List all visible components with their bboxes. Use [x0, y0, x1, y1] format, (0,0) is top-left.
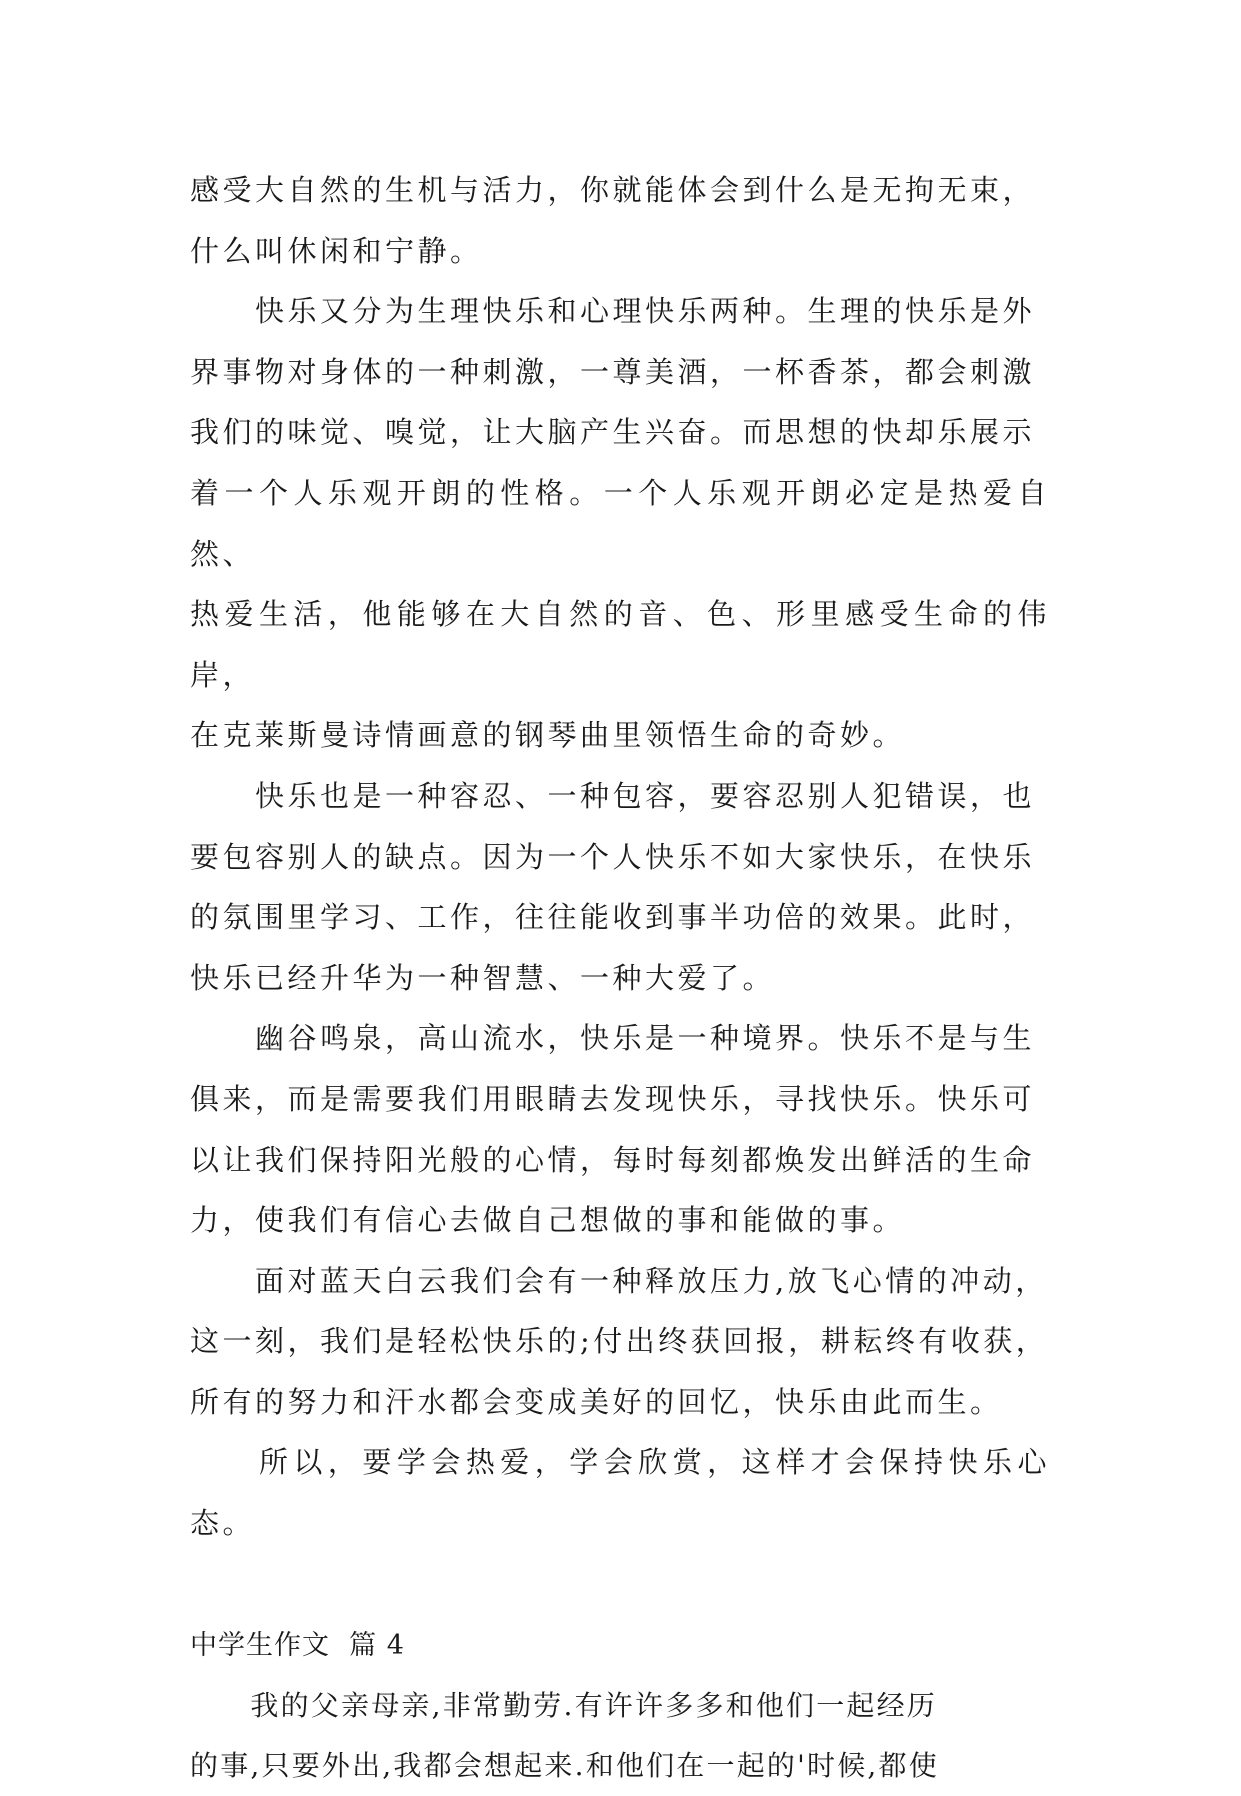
essay-heading: 中学生作文 篇 4 [190, 1629, 405, 1661]
document-body [190, 160, 1050, 1796]
section-spacer [190, 1554, 1050, 1616]
paragraph-conclusion: 所以，要学会热爱，学会欣赏，这样才会保持快乐心态。 [190, 1445, 1050, 1541]
paragraph-physical-mental-joy: 快乐又分为生理快乐和心理快乐两种。生理的快乐是外 界事物对身体的一种刺激，一尊美酒，一杯香茶，都会刺激 我们的味觉、嗅觉，让大脑产生兴奋。而思想的快却乐展示 着一个人乐观开朗的性格。一个人乐观开朗必定是热爱自然、 热爱生活，他能够在大自然的音、色、形里感受生命的伟岸， 在克莱斯曼诗情画意的钢琴曲里领悟生命的奇妙。 [190, 294, 1050, 753]
paragraph-tolerance: 快乐也是一种容忍、一种包容，要容忍别人犯错误，也 要包容别人的缺点。因为一个人快乐不如大家快乐，在快乐 的氛围里学习、工作，往往能收到事半功倍的效果。此时， 快乐已经升华为一种智慧、一种大爱了。 [190, 778, 1036, 995]
paragraph-parents: 我的父亲母亲,非常勤劳.有许许多多和他们一起经历 的事,只要外出,我都会想起来.和他们在一起的'时候,都使 [190, 1688, 939, 1782]
paragraph-nature: 感受大自然的生机与活力，你就能体会到什么是无拘无束， 什么叫休闲和宁静。 [190, 173, 1036, 268]
paragraph-sky-clouds: 面对蓝天白云我们会有一种释放压力,放飞心情的冲动， 这一刻，我们是轻松快乐的;付出终获回报，耕耘终有收获， 所有的努力和汗水都会变成美好的回忆，快乐由此而生。 [190, 1263, 1049, 1419]
paragraph-realm: 幽谷鸣泉，高山流水，快乐是一种境界。快乐不是与生 俱来，而是需要我们用眼睛去发现快乐，寻找快乐。快乐可 以让我们保持阳光般的心情，每时每刻都焕发出鲜活的生命 力，使我们有信心去做自己想做的事和能做的事。 [190, 1021, 1036, 1238]
